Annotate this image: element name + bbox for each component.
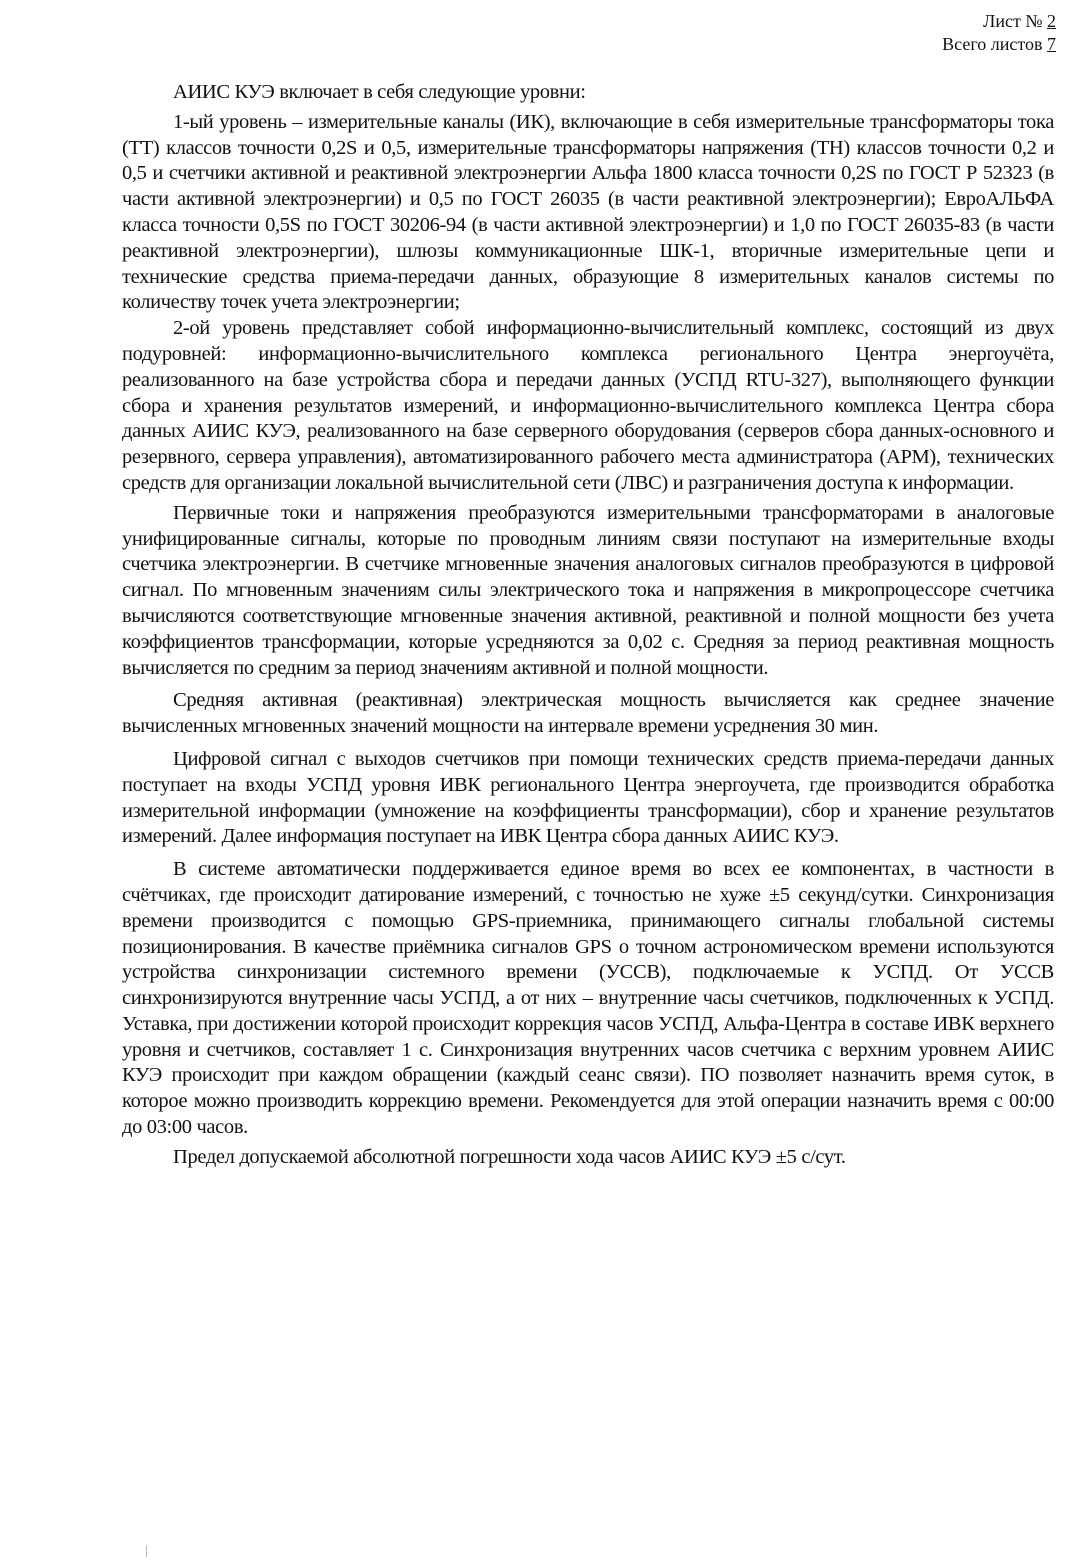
total-sheets-line bbox=[942, 33, 1056, 56]
paragraph-level-1: 1-ый уровень – измерительные каналы (ИК), включающие в себя измерительные трансформаторы тока (ТТ) классов точности 0,2S и 0,5, измерительные трансформаторы напряжения (ТН) классов точности 0,2 и 0,5 и счетчики активной и реактивной электроэнергии Альфа 1800 класса точности 0,2S по ГОСТ Р 52323 (в части активной электроэнергии) и 0,5 по ГОСТ 26035 (в части реактивной электроэнергии); ЕвроАЛЬФА класса точности 0,5S по ГОСТ 30206-94 (в части активной электроэнергии) и 1,0 по ГОСТ 26035-83 (в части реактивной электроэнергии), шлюзы коммуникационные ШК-1, вторичные измерительные цепи и технические средства приема-передачи данных, образующие 8 измерительных каналов системы по количеству точек учета электроэнергии; bbox=[122, 110, 1054, 314]
paragraph-time-sync: В системе автоматически поддерживается единое время во всех ее компонентах, в частности в счётчиках, где происходит датирование измерений, с точностью не хуже ±5 секунд/сутки. Синхронизация времени производится с помощью GPS-приемника, принимающего сигналы глобальной системы позиционирования. В качестве приёмника сигналов GPS о точном астрономическом времени используются устройства синхронизации системного времени (УССВ), подключаемые к УСПД. От УССВ синхронизируются внутренние часы УСПД, а от них – внутренние часы счетчиков, подключенных к УСПД. Уставка, при достижении которой происходит коррекция часов УСПД, Альфа-Центра в составе ИВК верхнего уровня и счетчиков, составляет 1 с. Синхронизация внутренних часов счетчика с верхним уровнем АИИС КУЭ происходит при каждом обращении (каждый сеанс связи). ПО позволяет назначить время суток, в которое можно производить коррекцию времени. Рекомендуется для этой операции назначить время с 00:00 до 03:00 часов. bbox=[122, 858, 1054, 1139]
paragraph-signal-conversion: Первичные токи и напряжения преобразуются измерительными трансформаторами в аналоговые унифицированные сигналы, которые по проводным линиям связи поступают на измерительные входы счетчика электроэнергии. В счетчике мгновенные значения аналоговых сигналов преобразуются в цифровой сигнал. По мгновенным значениям силы электрического тока и напряжения в микропроцессоре счетчика вычисляются соответствующие мгновенные значения активной, реактивной и полной мощности без учета коэффициентов трансформации, которые усредняются за 0,02 с. Средняя за период реактивная мощность вычисляется по средним за период значениям активной и полной мощности. bbox=[122, 501, 1054, 679]
page-header bbox=[942, 10, 1056, 56]
scan-artifact-mark bbox=[146, 1545, 147, 1557]
paragraph-level-2: 2-ой уровень представляет собой информационно-вычислительный комплекс, состоящий из двух подуровней: информационно-вычислительного комплекса регионального Центра энергоучёта, реализованного на базе устройства сбора и передачи данных (УСПД RTU-327), выполняющего функции сбора и хранения результатов измерений, и информационно-вычислительного комплекса Центра сбора данных АИИС КУЭ, реализованного на базе серверного оборудования (серверов сбора данных-основного и резервного, сервера управления), автоматизированного рабочего места администратора (АРМ), технических средств для организации локальной вычислительной сети (ЛВС) и разграничения доступа к информации. bbox=[122, 317, 1054, 494]
sheet-number-line bbox=[942, 10, 1056, 33]
sheet-label: Лист № bbox=[983, 11, 1043, 31]
sheet-number: 2 bbox=[1047, 11, 1056, 31]
paragraph-digital-signal: Цифровой сигнал с выходов счетчиков при помощи технических средств приема-передачи данных поступает на входы УСПД уровня ИВК регионального Центра энергоучета, где производится обработка измерительной информации (умножение на коэффициенты трансформации), сбор и хранение результатов измерений. Далее информация поступает на ИВК Центра сбора данных АИИС КУЭ. bbox=[122, 747, 1054, 848]
total-sheets-label: Всего листов bbox=[942, 34, 1043, 54]
document-body bbox=[122, 80, 1054, 1171]
paragraph-intro: АИИС КУЭ включает в себя следующие уровни: bbox=[173, 81, 586, 103]
paragraph-clock-error-limit: Предел допускаемой абсолютной погрешности хода часов АИИС КУЭ ±5 с/сут. bbox=[173, 1145, 846, 1168]
total-sheets-number: 7 bbox=[1047, 34, 1056, 54]
paragraph-average-power: Средняя активная (реактивная) электрическая мощность вычисляется как среднее значение вычисленных мгновенных значений мощности на интервале времени усреднения 30 мин. bbox=[122, 689, 1054, 738]
